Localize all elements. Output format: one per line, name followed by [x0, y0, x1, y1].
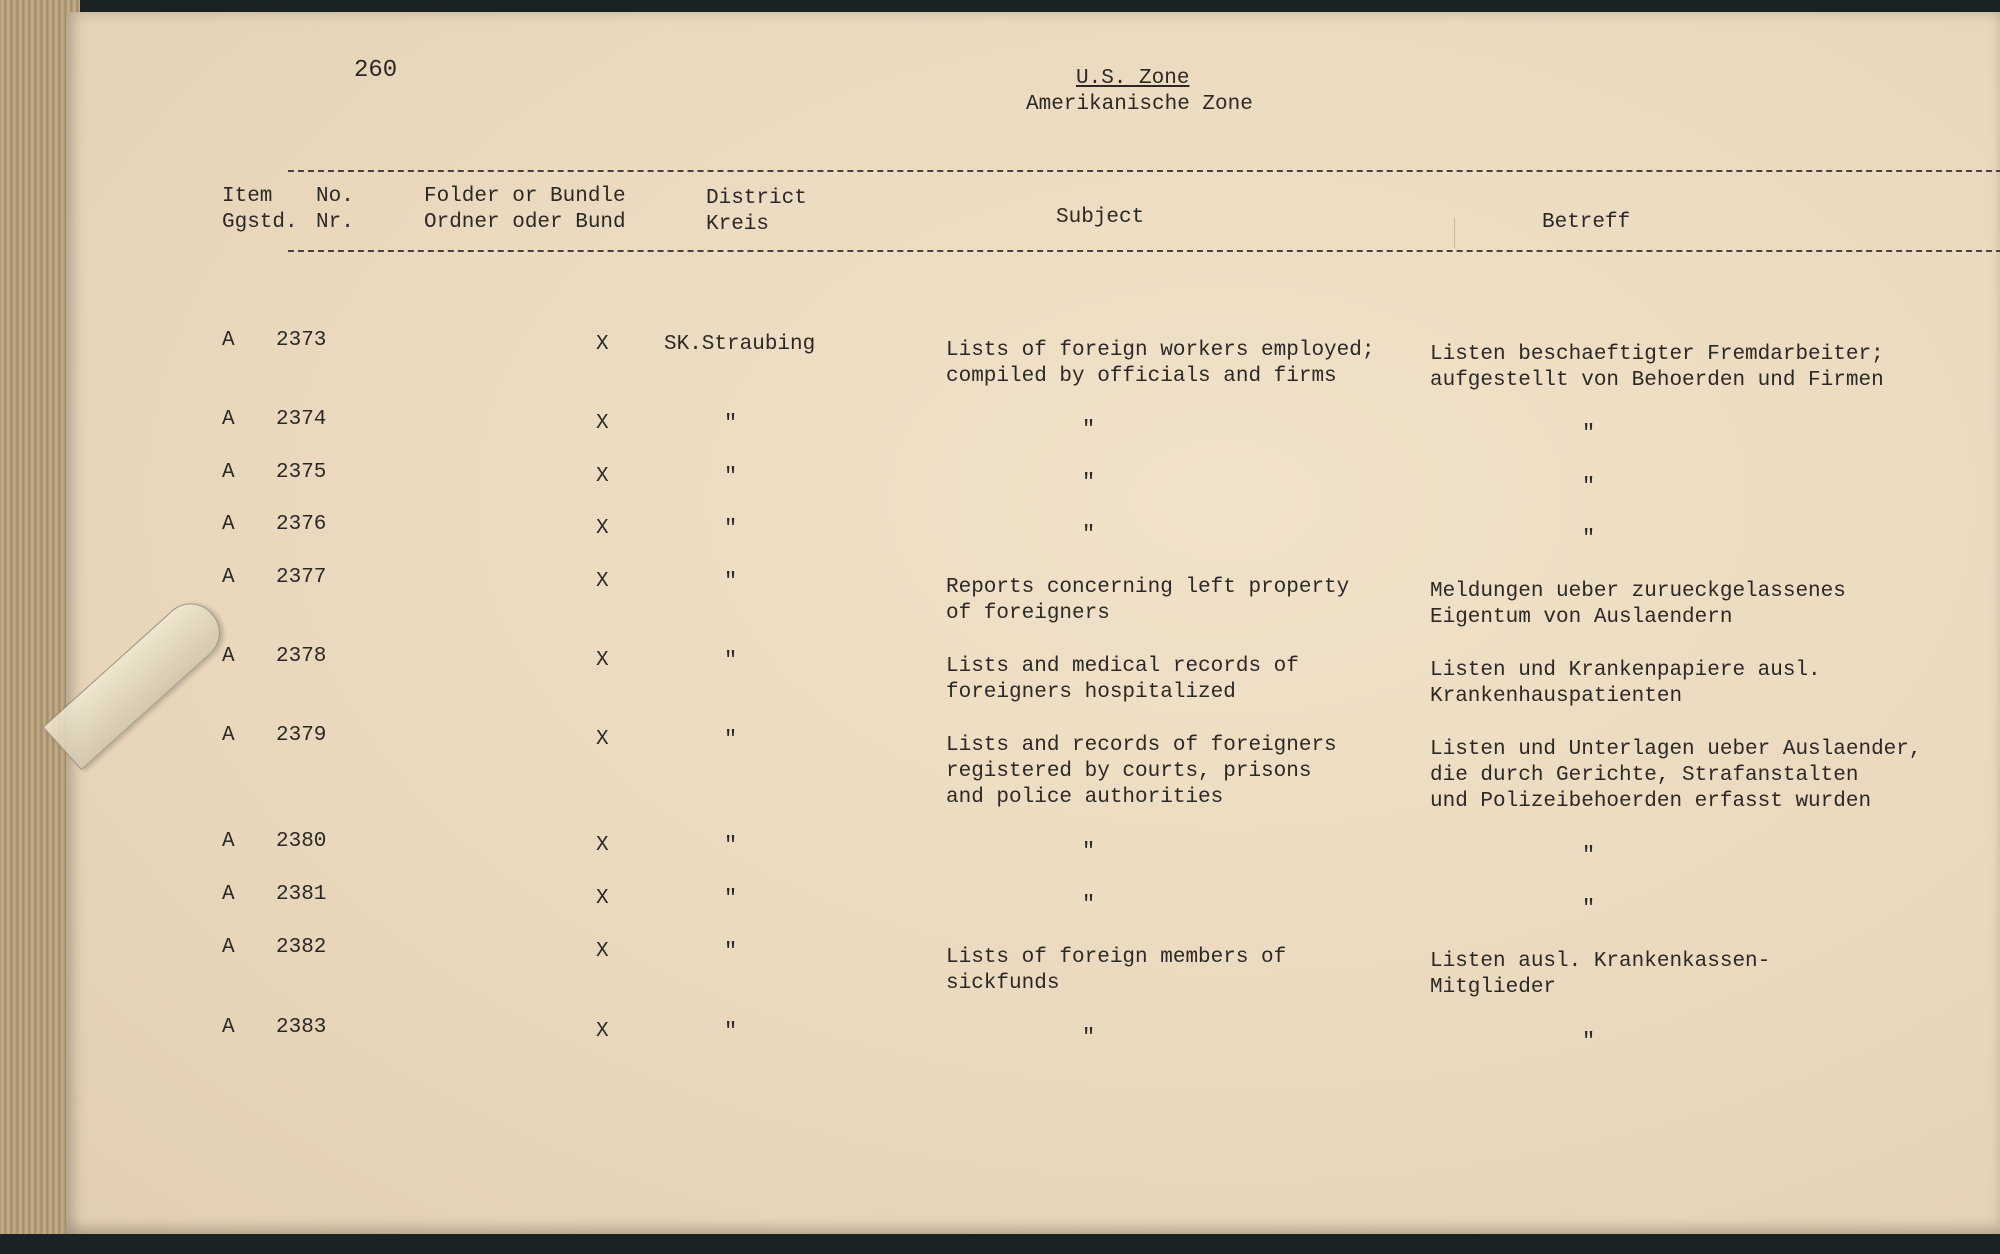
- row-item: A: [222, 566, 235, 589]
- document-page: [66, 12, 2000, 1234]
- row-district: SK.Straubing: [664, 333, 816, 356]
- row-mark: X: [596, 887, 609, 910]
- row-district: ": [724, 569, 738, 594]
- row-number: 2383: [276, 1016, 327, 1039]
- header-district: [706, 186, 807, 238]
- row-betreff: Listen ausl. Krankenkassen- Mitglieder: [1430, 950, 1771, 999]
- row-item: A: [222, 1016, 235, 1039]
- row-number: 2381: [276, 883, 327, 906]
- row-number: 2373: [276, 329, 327, 352]
- row-subject: ": [1082, 892, 1096, 917]
- row-subject: ": [1082, 839, 1096, 864]
- page-title: U.S. Zone: [1076, 67, 1190, 90]
- row-number: 2380: [276, 830, 327, 853]
- row-number: 2377: [276, 566, 327, 589]
- header-folder: [424, 184, 626, 236]
- row-betreff: Listen beschaeftigter Fremdarbeiter; aufgestellt von Behoerden und Firmen: [1430, 343, 1884, 392]
- row-item: A: [222, 513, 235, 536]
- row-subject: ": [1082, 417, 1096, 442]
- header-item: [222, 184, 298, 236]
- row-mark: X: [596, 1020, 609, 1043]
- page-subtitle: Amerikanische Zone: [1026, 93, 1253, 116]
- header-district-de: Kreis: [706, 213, 770, 236]
- row-number: 2382: [276, 936, 327, 959]
- header-no-en: No.: [316, 185, 354, 208]
- header-bottom-rule: [288, 250, 2000, 252]
- row-mark: X: [596, 649, 609, 672]
- header-folder-en: Folder or Bundle: [424, 185, 626, 208]
- row-betreff: ": [1582, 474, 1596, 499]
- row-subject: Lists of foreign members of sickfunds: [946, 946, 1287, 995]
- header-no: [316, 184, 354, 236]
- bookmark-strip: [43, 592, 232, 770]
- row-district: ": [724, 411, 738, 436]
- row-betreff: Meldungen ueber zurueckgelassenes Eigentum von Auslaendern: [1430, 580, 1846, 629]
- row-item: A: [222, 830, 235, 853]
- row-mark: X: [596, 517, 609, 540]
- row-subject: Lists and records of foreigners registered by courts, prisons and police authorities: [946, 734, 1337, 809]
- row-betreff: ": [1582, 843, 1596, 868]
- header-betreff: Betreff: [1542, 211, 1631, 234]
- row-item: A: [222, 883, 235, 906]
- row-item: A: [222, 936, 235, 959]
- row-betreff: ": [1582, 421, 1596, 446]
- row-number: 2379: [276, 724, 327, 747]
- header-district-en: District: [706, 187, 807, 210]
- row-mark: X: [596, 834, 609, 857]
- row-mark: X: [596, 465, 609, 488]
- background-strip: [0, 1234, 2000, 1254]
- row-mark: X: [596, 940, 609, 963]
- row-number: 2378: [276, 645, 327, 668]
- row-betreff: ": [1582, 896, 1596, 921]
- row-betreff: Listen und Krankenpapiere ausl. Krankenhauspatienten: [1430, 659, 1821, 708]
- row-subject: Reports concerning left property of foreigners: [946, 576, 1350, 625]
- row-district: ": [724, 727, 738, 752]
- header-column-separator: [1454, 218, 1455, 248]
- row-item: A: [222, 645, 235, 668]
- row-item: A: [222, 329, 235, 352]
- header-no-de: Nr.: [316, 211, 354, 234]
- row-subject: ": [1082, 1025, 1096, 1050]
- row-item: A: [222, 408, 235, 431]
- row-item: A: [222, 461, 235, 484]
- row-item: A: [222, 724, 235, 747]
- header-subject: Subject: [1056, 206, 1145, 229]
- row-district: ": [724, 648, 738, 673]
- header-item-en: Item: [222, 185, 273, 208]
- row-mark: X: [596, 728, 609, 751]
- row-district: ": [724, 464, 738, 489]
- page-number: 260: [354, 57, 398, 84]
- row-number: 2375: [276, 461, 327, 484]
- row-mark: X: [596, 412, 609, 435]
- row-subject: ": [1082, 522, 1096, 547]
- row-number: 2374: [276, 408, 327, 431]
- header-folder-de: Ordner oder Bund: [424, 211, 626, 234]
- row-subject: ": [1082, 470, 1096, 495]
- row-number: 2376: [276, 513, 327, 536]
- row-betreff: ": [1582, 526, 1596, 551]
- row-mark: X: [596, 333, 609, 356]
- row-betreff: Listen und Unterlagen ueber Auslaender, die durch Gerichte, Strafanstalten und Polizeibehoerden erfasst wurden: [1430, 738, 1922, 813]
- header-item-de: Ggstd.: [222, 211, 298, 234]
- row-subject: Lists and medical records of foreigners hospitalized: [946, 655, 1299, 704]
- row-district: ": [724, 886, 738, 911]
- row-district: ": [724, 516, 738, 541]
- row-district: ": [724, 1019, 738, 1044]
- row-betreff: ": [1582, 1029, 1596, 1054]
- row-subject: Lists of foreign workers employed; compiled by officials and firms: [946, 339, 1375, 388]
- header-top-rule: [288, 170, 2000, 172]
- row-mark: X: [596, 570, 609, 593]
- row-district: ": [724, 939, 738, 964]
- row-district: ": [724, 833, 738, 858]
